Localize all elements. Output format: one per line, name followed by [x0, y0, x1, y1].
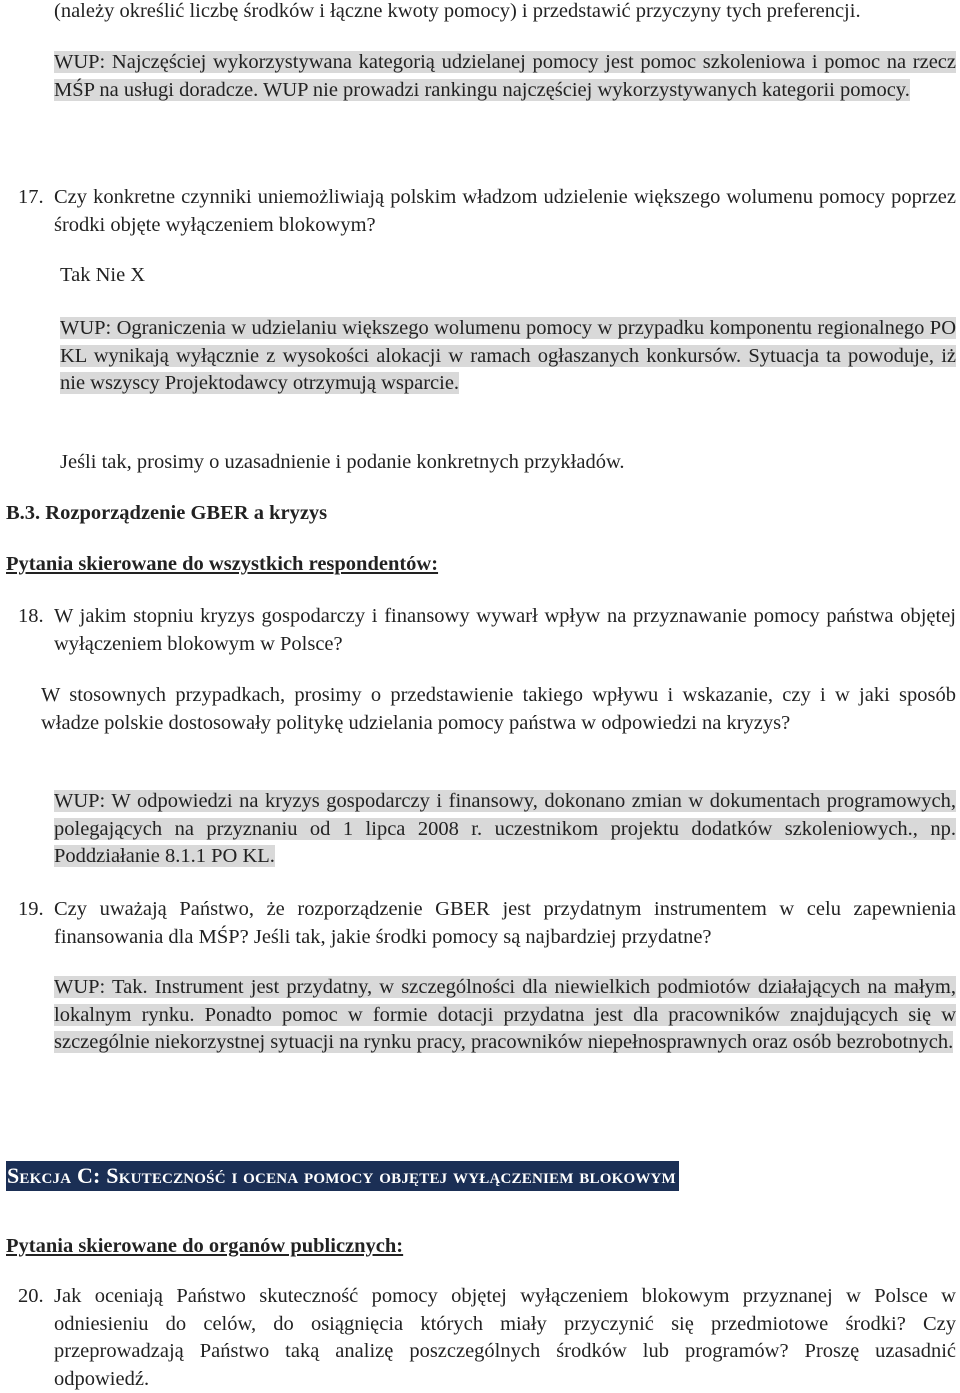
question-20: [18, 1283, 956, 1393]
q17-answer: [60, 315, 956, 398]
intro-text: (należy określić liczbę środków i łączne kwoty pomocy) i przedstawić przyczyny tych preferencji.: [54, 0, 861, 22]
audience-heading-1-text: Pytania skierowane do wszystkich respondentów:: [6, 553, 439, 575]
question-18-number: 18.: [18, 605, 44, 627]
question-17: [18, 184, 956, 239]
wup-answer-1: [54, 49, 956, 104]
q17-answer-text: WUP: Ograniczenia w udzielaniu większego wolumenu pomocy w przypadku komponentu regionalnego PO KL wynikają wyłącznie z wysokości alokacji w ramach ogłaszanych konkursów. Sytuacja ta powoduje, iż nie wszyscy Projektodawcy otrzymują wsparcie.: [60, 317, 956, 394]
q18-answer: [54, 788, 956, 871]
audience-heading-1: [6, 551, 906, 579]
section-c-heading: [6, 1161, 679, 1191]
audience-heading-2: [6, 1233, 906, 1261]
question-18-detail-text: W stosownych przypadkach, prosimy o przedstawienie takiego wpływu i wskazanie, czy i w jaki sposób władze polskie dostosowały politykę udzielania pomocy państwa w odpowiedzi na kryzys?: [41, 684, 956, 734]
question-20-number: 20.: [18, 1285, 44, 1307]
q17-followup-text: Jeśli tak, prosimy o uzasadnienie i podanie konkretnych przykładów.: [60, 451, 625, 473]
section-c-title: Sekcja C: Skuteczność i ocena pomocy objętej wyłączeniem blokowym: [7, 1163, 676, 1188]
question-18: [18, 603, 956, 658]
yes-no-options-text: Tak Nie X: [60, 264, 146, 286]
section-b3-heading: [6, 500, 906, 528]
q17-followup: [60, 449, 956, 477]
question-19-number: 19.: [18, 898, 44, 920]
question-19-text: Czy uważają Państwo, że rozporządzenie GBER jest przydatnym instrumentem w celu zapewnienia finansowania dla MŚP? Jeśli tak, jakie środki pomocy są najbardziej przydatne?: [54, 898, 956, 948]
question-18-detail: [41, 682, 956, 737]
question-19: [18, 896, 956, 951]
question-17-number: 17.: [18, 186, 44, 208]
wup-answer-1-text: WUP: Najczęściej wykorzystywana kategorią udzielanej pomocy jest pomoc szkoleniowa i pomoc na rzecz MŚP na usługi doradcze. WUP nie prowadzi rankingu najczęściej wykorzystywanych kategorii pomocy.: [54, 51, 956, 101]
q18-answer-text: WUP: W odpowiedzi na kryzys gospodarczy i finansowy, dokonano zmian w dokumentach programowych, polegających na przyznaniu od 1 lipca 2008 r. uczestnikom projektu dodatków szkoleniowych., np. Poddziałanie 8.1.1 PO KL.: [54, 790, 956, 867]
intro-paragraph: [54, 0, 956, 26]
question-18-text: W jakim stopniu kryzys gospodarczy i finansowy wywarł wpływ na przyznawanie pomocy państwa objętej wyłączeniem blokowym w Polsce?: [54, 605, 956, 655]
section-b3-title: B.3. Rozporządzenie GBER a kryzys: [6, 502, 328, 524]
audience-heading-2-text: Pytania skierowane do organów publicznych:: [6, 1235, 404, 1257]
q19-answer-text: WUP: Tak. Instrument jest przydatny, w szczególności dla niewielkich podmiotów działających na małym, lokalnym rynku. Ponadto pomoc w formie dotacji przydatna jest dla pracowników znajdujących się w szczególnie niekorzystnej sytuacji na rynku pracy, pracowników niepełnosprawnych oraz osób bezrobotnych.: [54, 976, 956, 1053]
yes-no-options: [60, 262, 460, 290]
q19-answer: [54, 974, 956, 1057]
question-20-text: Jak oceniają Państwo skuteczność pomocy objętej wyłączeniem blokowym przyznanej w Polsce w odniesieniu do celów, do osiągnięcia których miały przyczynić się przedmiotowe środki? Czy przeprowadzają Państwo taką analizę poszczególnych środków lub programów? Proszę uzasadnić odpowiedź.: [54, 1285, 956, 1390]
question-17-text: Czy konkretne czynniki uniemożliwiają polskim władzom udzielenie większego wolumenu pomocy poprzez środki objęte wyłączeniem blokowym?: [54, 186, 956, 236]
